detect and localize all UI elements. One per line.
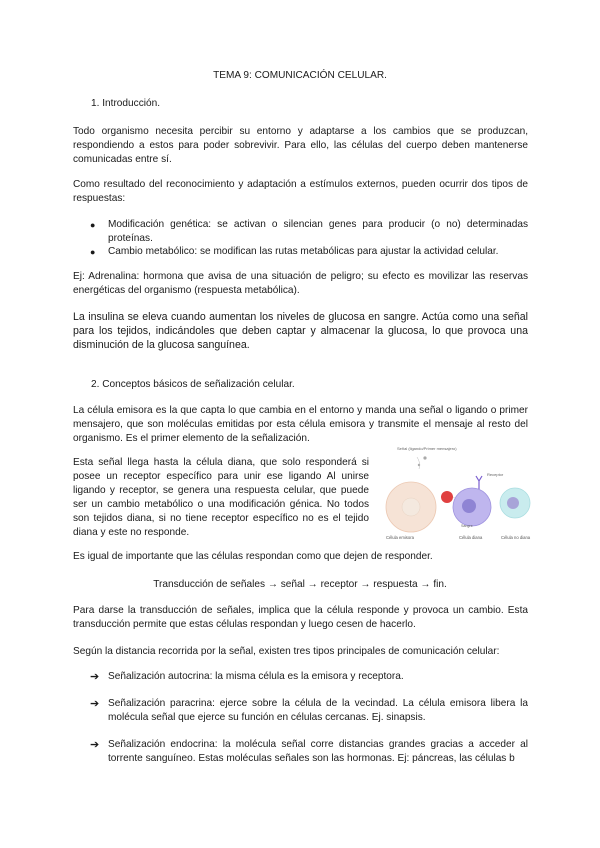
example-adrenalina: Ej: Adrenalina: hormona que avisa de una situación de peligro; su efecto es movilizar las reservas energéticas del organismo (respuesta metabólica). (73, 271, 528, 296)
section-1-heading: 1. Introducción. (91, 98, 161, 109)
diana-nucleus (462, 499, 476, 513)
cell-signaling-figure (383, 443, 533, 545)
signal-path (417, 457, 420, 469)
intro-paragraph-2: Como resultado del reconocimiento y adaptación a estímulos externos, pueden ocurrir dos tipos de respuestas: (73, 179, 528, 204)
distance-paragraph: Según la distancia recorrida por la señal, existen tres tipos principales de comunicación celular: (73, 646, 500, 657)
diana-paragraph: Esta señal llega hasta la célula diana, que solo responderá si posee un receptor específico para unir ese ligando Al unirse ligando y receptor, se genera una respuesta celular, que puede ser un cambio metabólico o una modificación génica. No todos son tejidos diana, si no tiene receptor específico no es el tejido diana y este no responde. (73, 457, 369, 538)
emisora-nucleus (402, 498, 420, 516)
receptor-icon (476, 476, 482, 489)
section-2-heading: 2. Conceptos básicos de señalización celular. (91, 379, 295, 390)
arrow-bullet-icon: ➔ (90, 671, 100, 683)
arrow-bullet-icon: ➔ (90, 698, 100, 710)
autocrina-item: Señalización autocrina: la misma célula es la emisora y receptora. (108, 671, 404, 682)
emisora-paragraph: La célula emisora es la que capta lo que cambia en el entorno y manda una señal o ligando o primer mensajero, que son moléculas emitidas por esta célula emisora y transmite el mensaje al resto del organismo. Es el primer elemento de la señalización. (73, 405, 528, 444)
bullet-icon: ● (90, 220, 96, 230)
intro-paragraph-1: Todo organismo necesita percibir su entorno y adaptarse a los cambios que se produzcan, respondiendo a estos para poder sobrevivir. Para ello, las células del cuerpo deben mantenerse comunicadas entre sí. (73, 126, 528, 165)
bullet-item-metabolic: Cambio metabólico: se modifican las rutas metabólicas para ajustar la actividad celular. (108, 246, 499, 257)
signal-molecule (423, 456, 426, 459)
signal-ligand-icon (441, 491, 453, 503)
transduction-paragraph: Para darse la transducción de señales, implica que la célula responde y provoca un cambio. Esta transducción permite que estas células respondan y luego cesen de hacerlo. (73, 605, 528, 630)
insulina-paragraph: La insulina se eleva cuando aumentan los niveles de glucosa en sangre. Actúa como una señal para los tejidos, indicándoles que deben captar y almacenar la glucosa, lo que provoca una disminución de la glucosa sanguínea. (73, 311, 528, 351)
transduction-flow: Transducción de señales → señal → receptor → respuesta → fin. (153, 579, 447, 590)
document-title: TEMA 9: COMUNICACIÓN CELULAR. (213, 70, 387, 81)
paracrina-item: Señalización paracrina: ejerce sobre la célula de la vecindad. La célula emisora libera la molécula señal que ejerce su función en células cercanas. Ej. sinapsis. (108, 698, 528, 723)
importance-paragraph: Es igual de importante que las células respondan como que dejen de responder. (73, 551, 433, 562)
endocrina-item: Señalización endocrina: la molécula señal corre distancias grandes gracias a acceder al torrente sanguíneo. Estas moléculas señales son las hormonas. Ej: páncreas, las células b (108, 739, 528, 764)
arrow-bullet-icon: ➔ (90, 739, 100, 751)
bullet-item-genetic: Modificación genética: se activan o silencian genes para producir (o no) determinadas proteínas. (108, 219, 528, 244)
figure-label-signal: Señal (ligando/Primer mensajero) (397, 446, 457, 451)
figure-label-no-diana: Célula no diana (501, 535, 531, 540)
figure-label-diana: Célula diana (459, 535, 483, 540)
figure-label-emisora: Célula emisora (386, 535, 414, 540)
bullet-icon: ● (90, 247, 96, 257)
no-diana-nucleus (507, 497, 519, 509)
figure-label-receptor: Receptor (487, 472, 504, 477)
figure-label-sangre: Sangre (461, 524, 473, 528)
